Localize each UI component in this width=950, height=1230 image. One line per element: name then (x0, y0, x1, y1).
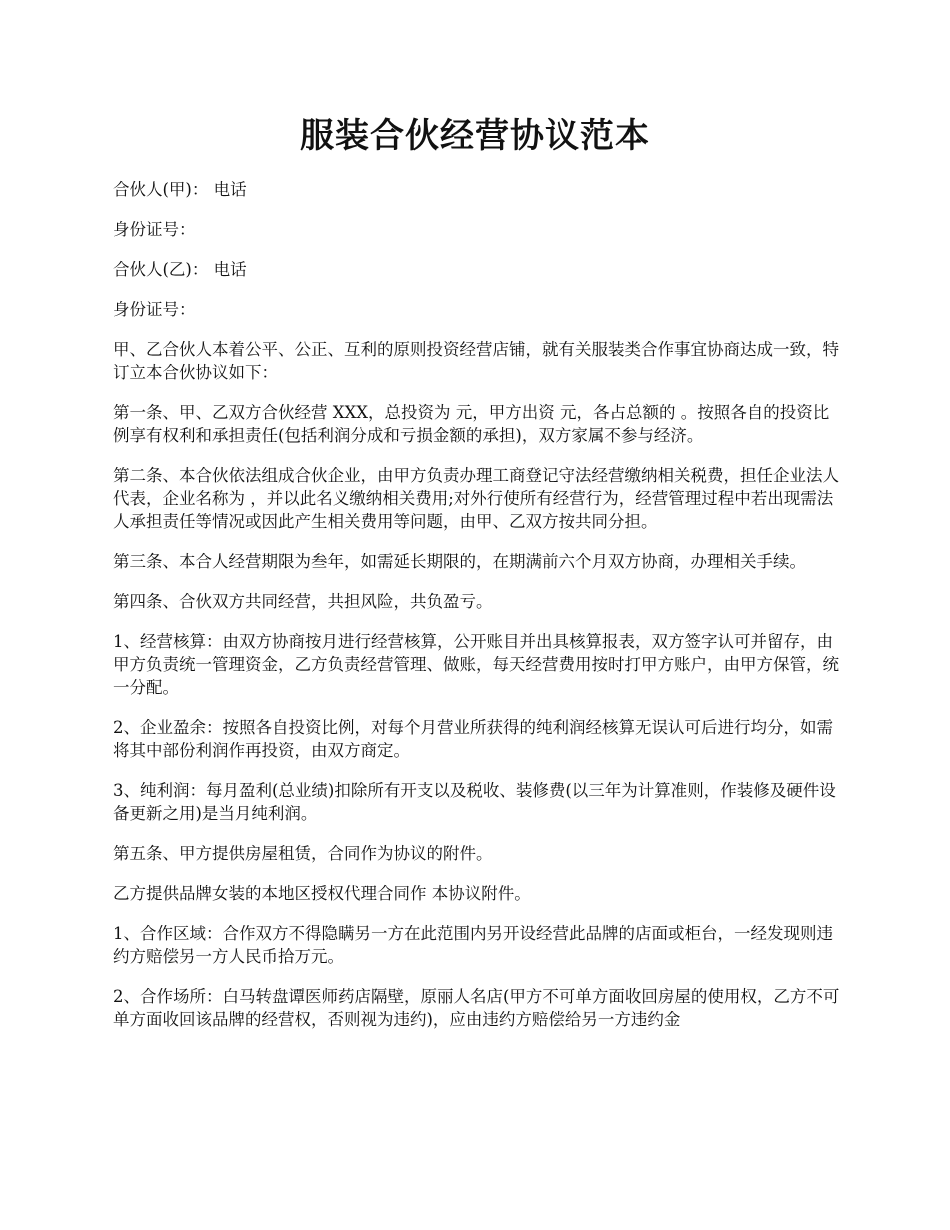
partner-a-id-line: 身份证号： (113, 220, 196, 239)
partner-b-id-line: 身份证号： (113, 300, 196, 319)
document-title: 服装合伙经营协议范本 (300, 116, 650, 156)
article-5-attachment: 乙方提供品牌女装的本地区授权代理合同作 本协议附件。 (113, 884, 531, 903)
partner-a-line: 合伙人(甲)： 电话 (113, 180, 247, 199)
article-5-item-2: 2、合作场所：白马转盘谭医师药店隔壁，原丽人名店(甲方不可单方面收回房屋的使用权，乙方不可单方面收回该品牌的经营权，否则视为违约)，应由违约方赔偿给另一方违约金 (113, 987, 840, 1029)
article-4-item-1: 1、经营核算：由双方协商按月进行经营核算，公开账目并出具核算报表，双方签字认可并留存，由甲方负责统一管理资金，乙方负责经营管理、做账，每天经营费用按时打甲方账户，由甲方保管，统一分配。 (113, 632, 839, 697)
article-4-paragraph: 第四条、合伙双方共同经营，共担风险，共负盈亏。 (113, 592, 493, 611)
article-3-paragraph: 第三条、本合人经营期限为叁年，如需延长期限的，在期满前六个月双方协商，办理相关手续。 (113, 552, 806, 571)
partner-b-line: 合伙人(乙)： 电话 (113, 260, 247, 279)
article-5-item-1: 1、合作区域：合作双方不得隐瞒另一方在此范围内另开设经营此品牌的店面或柜台，一经发现则违约方赔偿另一方人民币拾万元。 (113, 924, 833, 966)
article-5-paragraph: 第五条、甲方提供房屋租赁，合同作为协议的附件。 (113, 844, 493, 863)
preamble-paragraph: 甲、乙合伙人本着公平、公正、互利的原则投资经营店铺，就有关服装类合作事宜协商达成一致，特订立本合伙协议如下： (113, 340, 839, 382)
article-4-item-3: 3、纯利润：每月盈利(总业绩)扣除所有开支以及税收、装修费(以三年为计算准则，作装修及硬件设备更新之用)是当月纯利润。 (113, 781, 836, 823)
article-1-paragraph: 第一条、甲、乙双方合伙经营 XXX，总投资为 元，甲方出资 元，各占总额的 。按照各自的投资比例享有权利和承担责任(包括利润分成和亏损金额的承担)，双方家属不参与经济。 (113, 403, 830, 445)
article-2-paragraph: 第二条、本合伙依法组成合伙企业，由甲方负责办理工商登记守法经营缴纳相关税费，担任企业法人代表，企业名称为 ，并以此名义缴纳相关费用;对外行使所有经营行为，经营管理过程中若出现需法人承担责任等情况或因此产生相关费用等问题，由甲、乙双方按共同分担。 (113, 466, 839, 531)
document-body (113, 178, 841, 1048)
article-4-item-2: 2、企业盈余：按照各自投资比例，对每个月营业所获得的纯利润经核算无误认可后进行均分，如需将其中部份利润作再投资，由双方商定。 (113, 718, 833, 760)
